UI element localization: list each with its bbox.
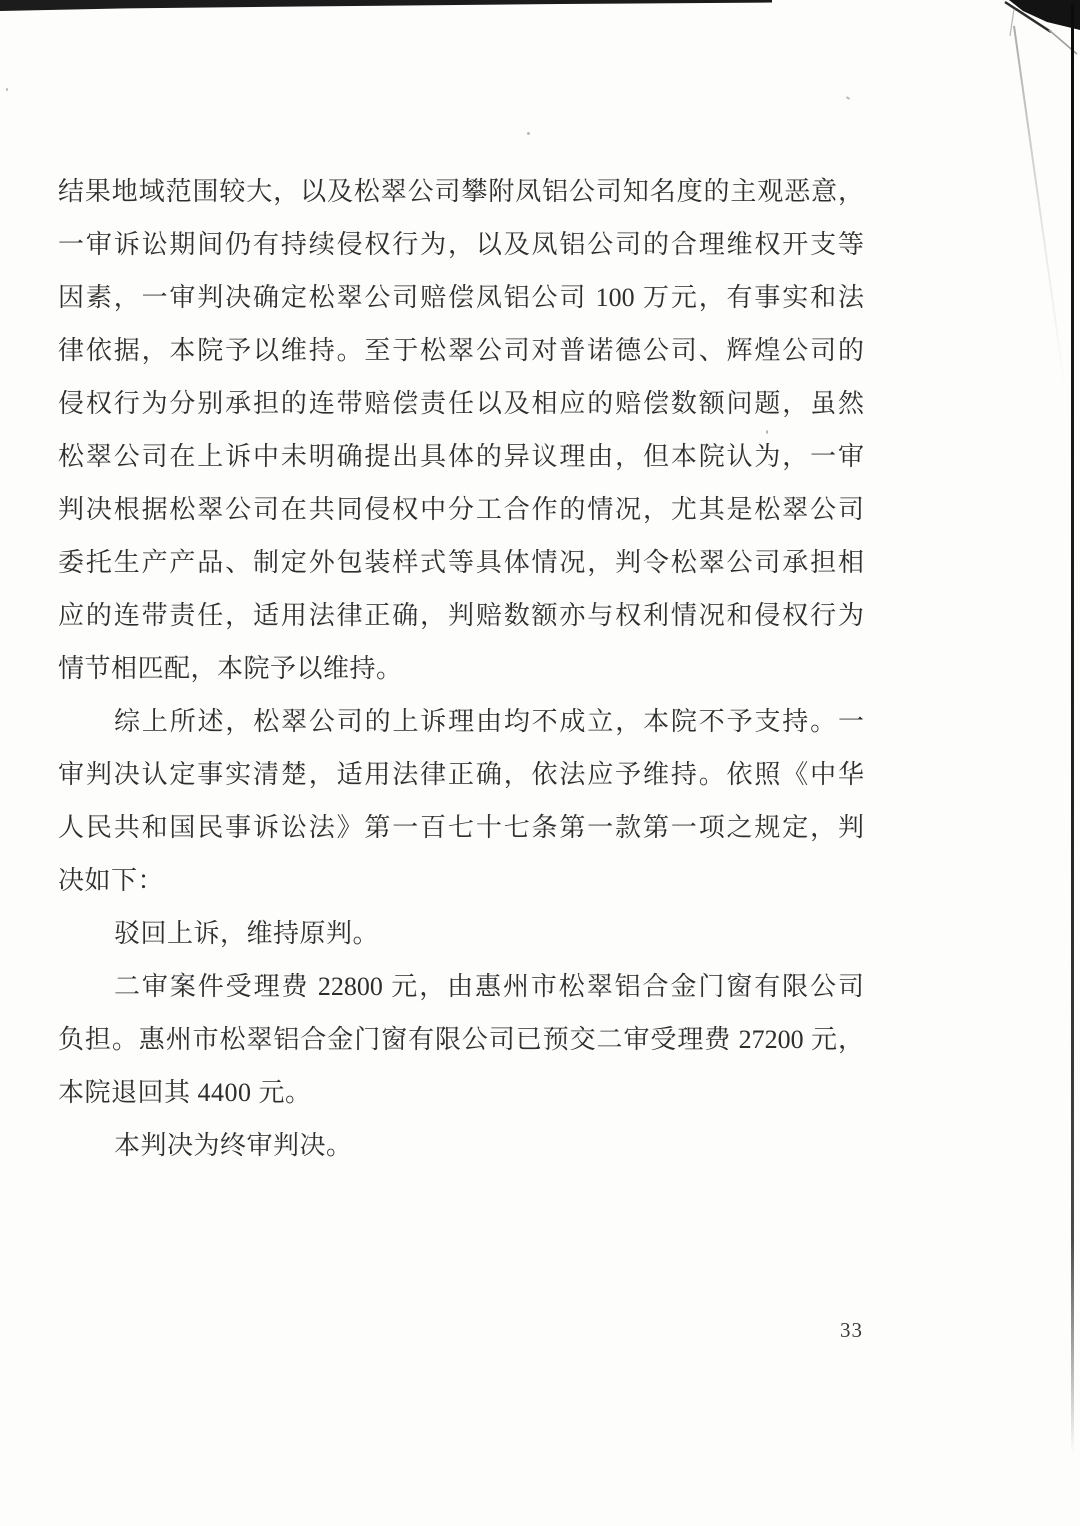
- page-number: 33: [840, 1318, 863, 1342]
- scan-speck: [6, 88, 8, 91]
- text-line: 驳回上诉，维持原判。: [114, 919, 380, 948]
- text-line: 判决根据松翠公司在共同侵权中分工合作的情况，尤其是松翠公司: [58, 495, 864, 524]
- text-line: 松翠公司在上诉中未明确提出具体的异议理由，但本院认为，一审: [58, 442, 864, 471]
- judgment-text-block: [58, 165, 864, 1172]
- text-line: 本判决为终审判决。: [114, 1131, 353, 1160]
- text-line: 因素，一审判决确定松翠公司赔偿凤铝公司 100 万元，有事实和法: [58, 283, 864, 312]
- text-line: 负担。惠州市松翠铝合金门窗有限公司已预交二审受理费 27200 元，: [58, 1025, 864, 1054]
- scan-artifact-page-crease: [1013, 26, 1066, 393]
- scan-artifact-right-edge-line: [1071, 4, 1074, 1454]
- text-line: 一审诉讼期间仍有持续侵权行为，以及凤铝公司的合理维权开支等: [58, 230, 864, 259]
- text-line: 情节相匹配，本院予以维持。: [58, 654, 403, 683]
- scan-artifact-top-right-corner: [985, 0, 1080, 80]
- text-line: 人民共和国民事诉讼法》第一百七十七条第一款第一项之规定，判: [58, 813, 864, 842]
- text-line: 结果地域范围较大，以及松翠公司攀附凤铝公司知名度的主观恶意，: [58, 177, 864, 206]
- text-line: 二审案件受理费 22800 元，由惠州市松翠铝合金门窗有限公司: [114, 972, 864, 1001]
- scan-artifact-top-bar: [0, 0, 780, 16]
- text-line: 应的连带责任，适用法律正确，判赔数额亦与权利情况和侵权行为: [58, 601, 864, 630]
- text-line: 侵权行为分别承担的连带赔偿责任以及相应的赔偿数额问题，虽然: [58, 389, 864, 418]
- scan-speck: [527, 132, 530, 135]
- text-line: 律依据，本院予以维持。至于松翠公司对普诺德公司、辉煌公司的: [58, 336, 864, 365]
- text-line: 本院退回其 4400 元。: [58, 1078, 312, 1107]
- text-line: 委托生产产品、制定外包装样式等具体情况，判令松翠公司承担相: [58, 548, 864, 577]
- text-line: 审判决认定事实清楚，适用法律正确，依法应予维持。依照《中华: [58, 760, 864, 789]
- text-line: 决如下：: [58, 866, 165, 895]
- scan-speck: [846, 96, 850, 100]
- text-line: 综上所述，松翠公司的上诉理由均不成立，本院不予支持。一: [114, 707, 864, 736]
